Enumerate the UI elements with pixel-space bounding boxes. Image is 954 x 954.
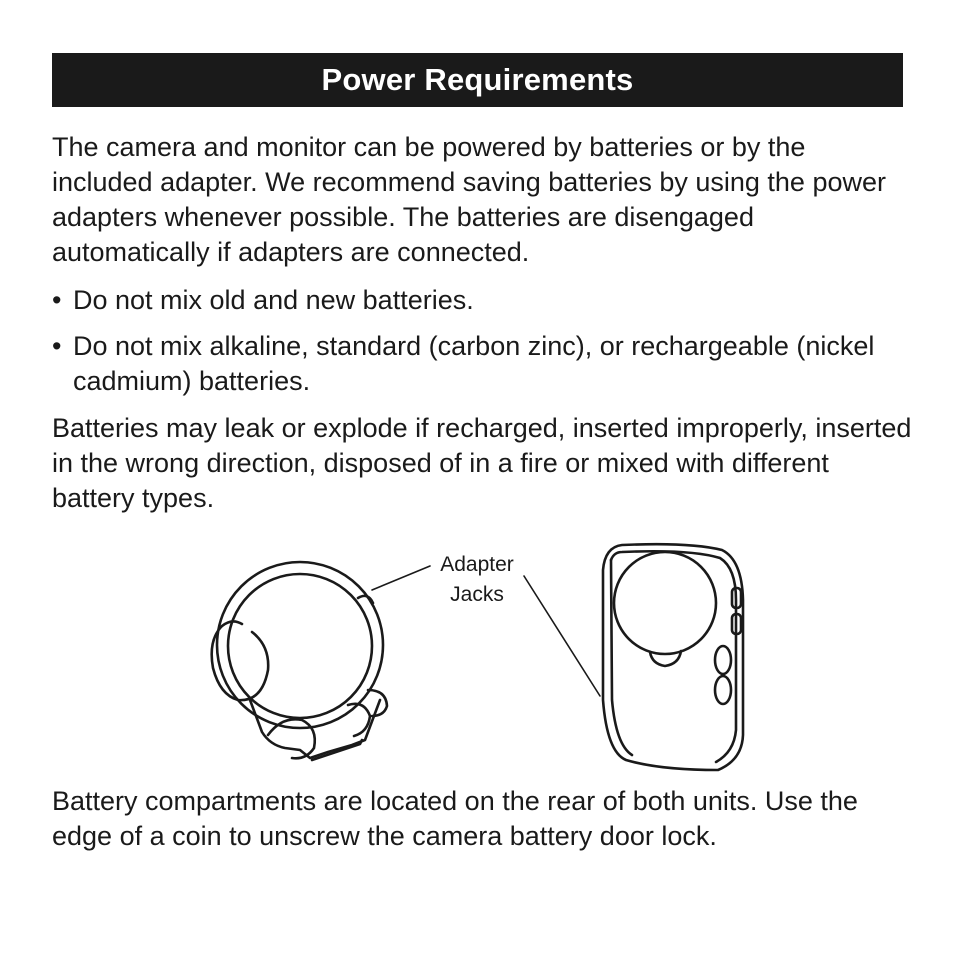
bullet-icon: •	[52, 285, 62, 315]
leader-line-monitor	[524, 576, 600, 696]
bullet-icon: •	[52, 331, 62, 361]
footer-paragraph: Battery compartments are located on the rear of both units. Use the edge of a coin to unscrew the camera battery door lock.	[52, 786, 858, 851]
camera-rear-icon	[212, 562, 387, 760]
page-title: Power Requirements	[321, 62, 634, 97]
bullet-text: Do not mix alkaline, standard (carbon zinc), or rechargeable (nickel cadmium) batteries.	[73, 331, 875, 396]
monitor-rear-icon	[603, 544, 743, 770]
warning-paragraph: Batteries may leak or explode if recharged, inserted improperly, inserted in the wrong direction, disposed of in a fire or mixed with different battery types.	[52, 413, 912, 513]
intro-paragraph: The camera and monitor can be powered by batteries or by the included adapter. We recommend saving batteries by using the power adapters whenever possible. The batteries are disengaged automatically if adapters are connected.	[52, 132, 886, 267]
label-line-1: Adapter	[440, 553, 514, 576]
adapter-jacks-label	[420, 550, 534, 610]
label-line-2: Jacks	[450, 583, 504, 606]
bullet-text: Do not mix old and new batteries.	[73, 285, 474, 315]
